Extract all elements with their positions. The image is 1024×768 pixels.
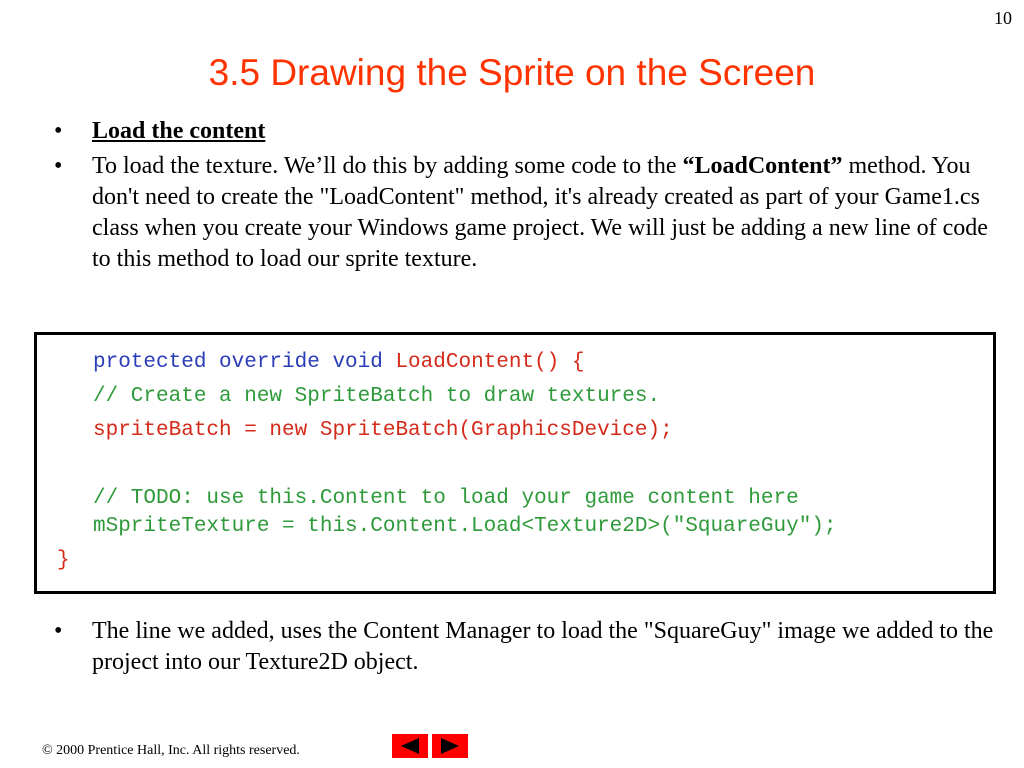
bullet-symbol: • (54, 118, 63, 144)
code-line-4: // TODO: use this.Content to load your game content here (93, 487, 799, 510)
code-keywords: protected override void (93, 351, 396, 374)
previous-slide-button[interactable] (392, 734, 428, 758)
bullet-symbol: • (54, 618, 63, 644)
bullet-heading: Load the content (92, 118, 266, 144)
next-slide-button[interactable] (432, 734, 468, 758)
bullet-symbol: • (54, 153, 63, 179)
code-line-6: } (57, 549, 70, 572)
bullet-load-texture (54, 151, 999, 275)
code-block (34, 332, 996, 594)
bullet-load-content (54, 116, 999, 147)
bullet-text-before: To load the texture. We’ll do this by adding some code to the (92, 153, 683, 179)
code-line-3: spriteBatch = new SpriteBatch(GraphicsDevice); (93, 419, 673, 442)
bullet-text: The line we added, uses the Content Manager to load the "SquareGuy" image we added to the project into our Texture2D object. (92, 618, 994, 675)
bullet-list-top (54, 116, 999, 279)
bullet-text-after: method. You don't need to create the "LoadContent" method, it's already created as part of your Game1.cs class when you create your Windows game project. We will just be adding a new line of code to this method to load our sprite texture. (92, 153, 988, 272)
bullet-content-manager (54, 616, 999, 678)
triangle-right-icon (441, 738, 459, 754)
bullet-list-bottom (54, 616, 999, 682)
code-line-1 (93, 351, 584, 375)
code-line-5: mSpriteTexture = this.Content.Load<Texture2D>("SquareGuy"); (93, 515, 837, 538)
bullet-bold-method: “LoadContent” (682, 153, 843, 179)
slide-title: 3.5 Drawing the Sprite on the Screen (208, 52, 816, 93)
page-number: 10 (994, 8, 1012, 28)
triangle-left-icon (401, 738, 419, 754)
code-line-2: // Create a new SpriteBatch to draw textures. (93, 385, 661, 408)
code-method-signature: LoadContent() { (395, 351, 585, 374)
copyright-footer: © 2000 Prentice Hall, Inc. All rights reserved. (42, 743, 300, 758)
slide-navigation (392, 734, 468, 758)
